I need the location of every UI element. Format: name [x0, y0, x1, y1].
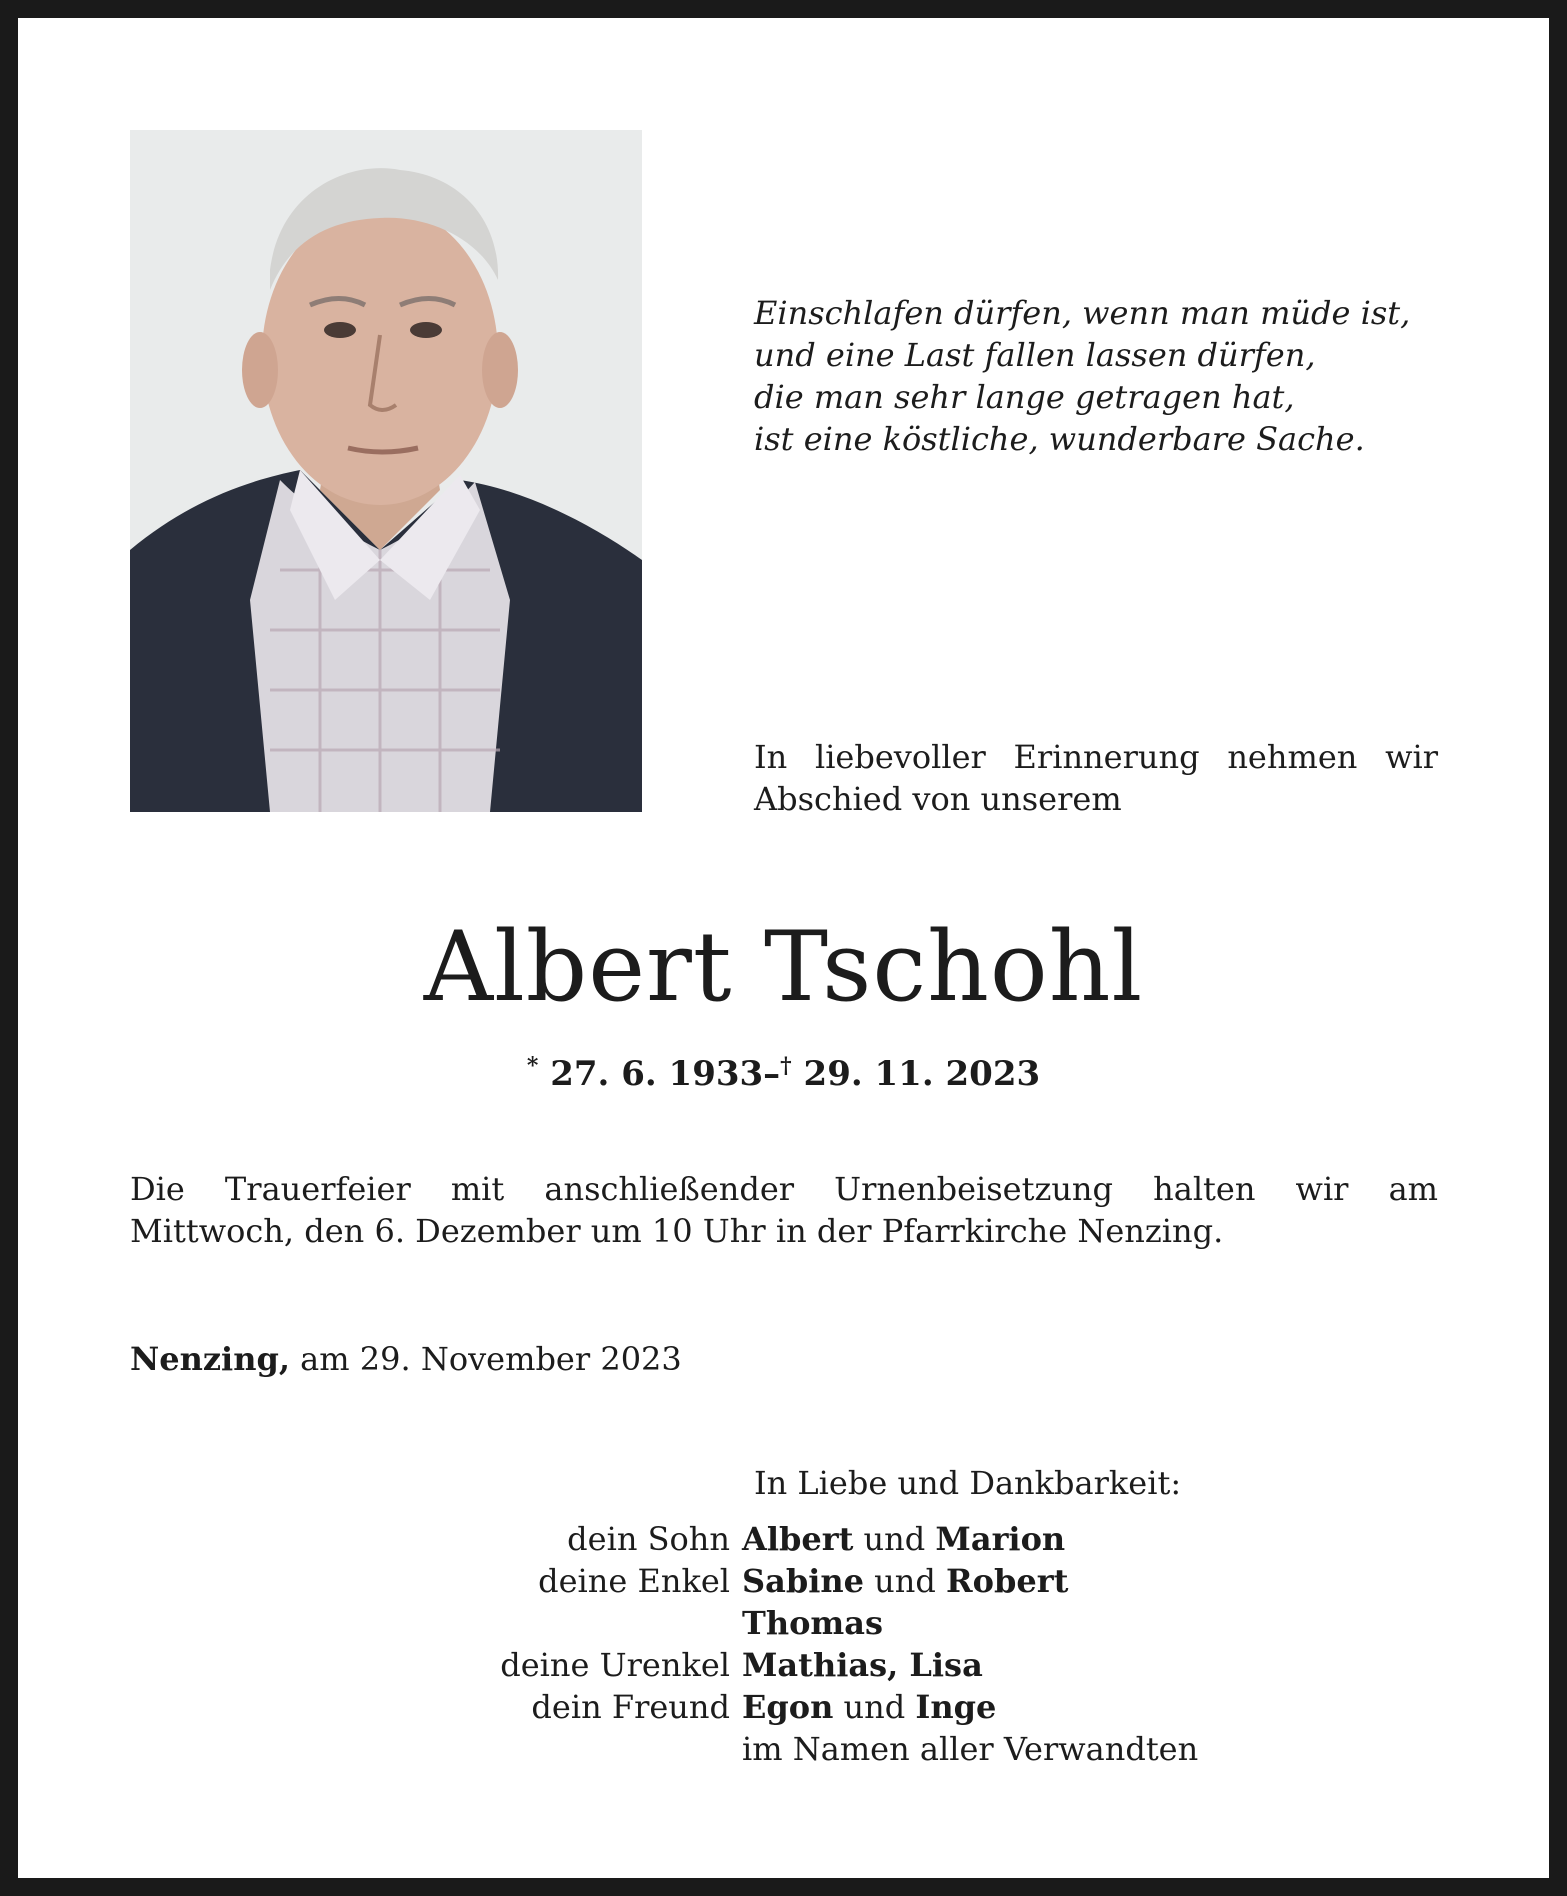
date-separator: – — [763, 1054, 781, 1094]
place-name: Nenzing, — [130, 1340, 290, 1378]
ceremony-text — [130, 1168, 1438, 1252]
family-names — [742, 1644, 983, 1686]
death-symbol: † — [780, 1053, 792, 1079]
quote-line: die man sehr lange getragen hat, — [754, 378, 1295, 416]
life-dates — [0, 1044, 1567, 1096]
family-names — [742, 1602, 883, 1644]
intro-text — [754, 736, 1438, 820]
quote-line: und eine Last fallen lassen dürfen, — [754, 336, 1316, 374]
notice-date: am 29. November 2023 — [300, 1340, 682, 1378]
family-conj: und — [864, 1562, 947, 1600]
family-name: Sabine — [742, 1562, 864, 1600]
family-names — [742, 1518, 1065, 1560]
family-row — [380, 1602, 1380, 1644]
intro-line: Abschied von unserem — [754, 780, 1122, 818]
family-role — [380, 1602, 742, 1644]
family-names — [742, 1560, 1068, 1602]
family-name: Robert — [946, 1562, 1069, 1600]
family-row — [380, 1686, 1380, 1728]
family-row — [380, 1644, 1380, 1686]
family-name: Marion — [935, 1520, 1066, 1558]
place-date — [130, 1338, 682, 1380]
family-names — [742, 1686, 996, 1728]
family-role — [380, 1728, 742, 1770]
family-conj: und — [853, 1520, 936, 1558]
family-role: dein Sohn — [567, 1520, 730, 1558]
family-closing: im Namen aller Verwandten — [742, 1730, 1199, 1768]
quote-line: Einschlafen dürfen, wenn man müde ist, — [754, 294, 1411, 332]
quote — [754, 292, 1474, 460]
family-conj: und — [833, 1688, 916, 1726]
family-list — [380, 1518, 1380, 1770]
family-name: Mathias, Lisa — [742, 1646, 983, 1684]
ceremony-line: Mittwoch, den 6. Dezember um 10 Uhr in der Pfarrkirche Nenzing. — [130, 1212, 1224, 1250]
family-name: Inge — [915, 1688, 997, 1726]
family-role: dein Freund — [531, 1688, 730, 1726]
death-date: 29. 11. 2023 — [803, 1054, 1041, 1094]
portrait-illustration — [130, 130, 642, 812]
family-row — [380, 1518, 1380, 1560]
portrait-photo — [130, 130, 642, 812]
thanks-heading: In Liebe und Dankbarkeit: — [754, 1464, 1182, 1502]
family-row — [380, 1560, 1380, 1602]
intro-line: In liebevoller Erinnerung nehmen wir — [754, 738, 1438, 776]
birth-date: 27. 6. 1933 — [550, 1054, 764, 1094]
ceremony-line: Die Trauerfeier mit anschließender Urnenbeisetzung halten wir am — [130, 1170, 1438, 1208]
birth-symbol: * — [526, 1053, 539, 1079]
family-name: Thomas — [742, 1604, 884, 1642]
quote-line: ist eine köstliche, wunderbare Sache. — [754, 420, 1365, 458]
family-role: deine Urenkel — [500, 1646, 730, 1684]
deceased-name: Albert Tschohl — [423, 911, 1144, 1023]
family-role: deine Enkel — [538, 1562, 730, 1600]
family-row — [380, 1728, 1380, 1770]
family-name: Egon — [742, 1688, 834, 1726]
family-name: Albert — [742, 1520, 854, 1558]
